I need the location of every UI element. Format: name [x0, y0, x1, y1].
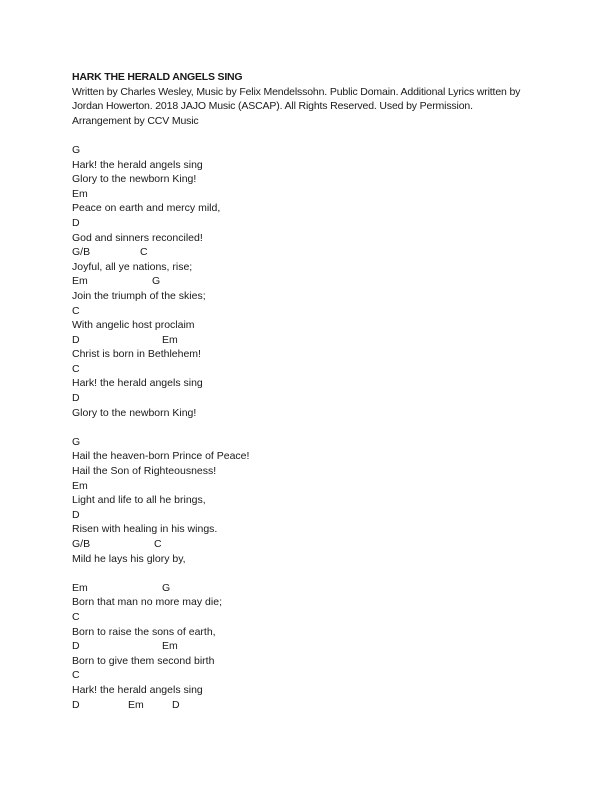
blank-line: [72, 420, 542, 435]
chord: G/B: [72, 246, 91, 259]
chord: D: [72, 392, 80, 405]
lyric-line: Born that man no more may die;: [72, 596, 222, 609]
chord-line: [72, 508, 542, 523]
lyric-line: Light and life to all he brings,: [72, 494, 206, 507]
chord: D: [172, 698, 180, 711]
chord-line: [72, 581, 542, 596]
chord: C: [72, 362, 80, 375]
chord-line: [72, 304, 542, 319]
lyrics-body: [72, 143, 542, 712]
lyric-line: Hark! the herald angels sing: [72, 158, 203, 171]
chord: C: [154, 538, 162, 550]
chord: C: [140, 246, 148, 259]
lyric-line: Glory to the newborn King!: [72, 173, 197, 186]
chord: D: [72, 508, 80, 521]
lyric-line: Hail the heaven-born Prince of Peace!: [72, 450, 250, 463]
chord-line: [72, 274, 542, 289]
chord: Em: [162, 333, 178, 346]
chord: G: [72, 143, 81, 156]
chord-line: [72, 668, 542, 683]
song-credits: Written by Charles Wesley, Music by Felix Mendelssohn. Public Domain. Additional Lyrics written by Jordan Howerton. 2018 JAJO Music (ASCAP). All Rights Reserved. Used by Permission. Arrangement by CCV Music: [72, 85, 521, 127]
blank-line: [72, 566, 542, 581]
chord: Em: [72, 479, 88, 492]
chord-line: [72, 187, 542, 202]
chord: D: [72, 640, 80, 653]
chord-line: [72, 479, 542, 494]
chord: G: [152, 275, 161, 288]
song-title: HARK THE HERALD ANGELS SING: [72, 71, 243, 83]
chord-line: [72, 435, 542, 450]
chord: G: [162, 581, 171, 594]
chord: C: [72, 304, 80, 317]
chord-line: [72, 698, 542, 713]
chord: C: [72, 669, 80, 682]
chord-line: [72, 216, 542, 231]
chord-line: [72, 391, 542, 406]
chord: C: [72, 610, 80, 623]
lyric-line: Hark! the herald angels sing: [72, 377, 203, 390]
chord: Em: [128, 698, 144, 711]
lyric-line: Hail the Son of Righteousness!: [72, 465, 217, 478]
lyric-line: Peace on earth and mercy mild,: [72, 202, 221, 215]
lyric-line: Christ is born in Bethlehem!: [72, 348, 201, 361]
chord-line: [72, 245, 542, 260]
chord: Em: [72, 581, 88, 594]
chord-line: [72, 639, 542, 654]
lyric-line: Mild he lays his glory by,: [72, 552, 186, 565]
lyric-line: Join the triumph of the skies;: [72, 289, 206, 302]
chord: D: [72, 333, 80, 346]
lyric-line: Born to give them second birth: [72, 654, 215, 667]
chord: D: [72, 698, 80, 711]
chord: Em: [72, 187, 88, 200]
song-sheet: [72, 70, 542, 712]
lyric-line: Risen with healing in his wings.: [72, 523, 218, 536]
lyric-line: Joyful, all ye nations, rise;: [72, 260, 193, 273]
lyric-line: Glory to the newborn King!: [72, 406, 197, 419]
chord: G/B: [72, 538, 91, 550]
chord-line: [72, 610, 542, 625]
chord: Em: [162, 640, 178, 653]
lyric-line: Born to raise the sons of earth,: [72, 625, 216, 638]
lyric-line: With angelic host proclaim: [72, 319, 195, 332]
chord: D: [72, 216, 80, 229]
chord-line: [72, 143, 542, 158]
chord: Em: [72, 275, 88, 288]
chord-line: [72, 362, 542, 377]
chord-line: [72, 333, 542, 348]
lyric-line: God and sinners reconciled!: [72, 231, 203, 244]
lyric-line: Hark! the herald angels sing: [72, 683, 203, 696]
chord: G: [72, 435, 81, 448]
chord-line: [72, 537, 542, 552]
